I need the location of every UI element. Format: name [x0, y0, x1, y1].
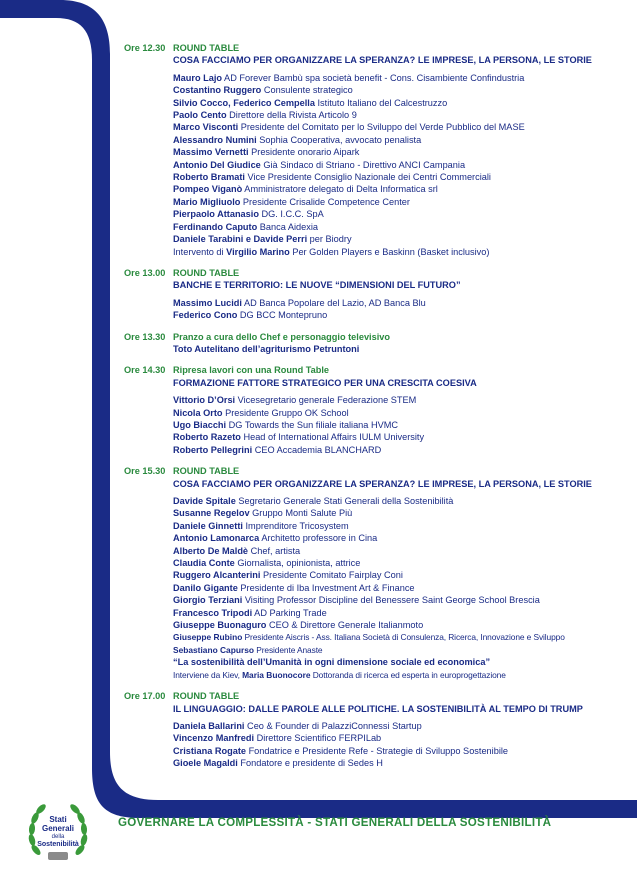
speaker-name: Claudia Conte	[173, 558, 235, 569]
speaker-name: Alberto De Maldè	[173, 545, 249, 556]
speaker-name: Roberto Bramati	[173, 172, 245, 183]
logo-line-4: Sostenibilità	[37, 841, 79, 848]
speaker-name: Marco Visconti	[173, 122, 239, 133]
speaker-line	[173, 297, 629, 309]
speaker-line	[173, 233, 629, 245]
session-body	[173, 267, 629, 322]
speaker-prefix: Interviene da Kiev,	[173, 669, 243, 680]
speaker-line	[173, 532, 629, 544]
speaker-name: Pierpaolo Attanasio	[173, 209, 259, 220]
session-title: COSA FACCIAMO PER ORGANIZZARE LA SPERANZA? LE IMPRESE, LA PERSONA, LE STORIE	[173, 478, 592, 489]
footer-slogan: GOVERNARE LA COMPLESSITÀ - STATI GENERALI DELLA SOSTENIBILITÀ	[118, 816, 552, 829]
session-title: COSA FACCIAMO PER ORGANIZZARE LA SPERANZA? LE IMPRESE, LA PERSONA, LE STORIE	[173, 55, 592, 66]
speaker-role: Vicesegretario generale Federazione STEM	[235, 395, 417, 406]
session-heading: ROUND TABLE	[173, 691, 240, 702]
speaker-role: Ceo & Founder di PalazziConnessi Startup	[244, 720, 422, 731]
speaker-role: AD Forever Bambù spa società benefit - Cons. Cisambiente Confindustria	[222, 72, 525, 83]
speaker-line	[173, 495, 629, 507]
session-time: Ore 15.30	[124, 466, 166, 477]
program-content	[124, 42, 629, 779]
speaker-role: Vice Presidente Consiglio Nazionale dei Centri Commerciali	[244, 172, 491, 183]
speaker-name: Federico Cono	[173, 310, 238, 321]
speaker-line	[173, 444, 629, 456]
session-body	[173, 690, 629, 769]
speaker-role: Presidente onorario Aipark	[248, 147, 360, 158]
speaker-line	[173, 545, 629, 557]
speaker-role: Segretario Generale Stati Generali della Sostenibilità	[235, 496, 454, 506]
stati-generali-logo	[26, 800, 90, 864]
speaker-role: Dottoranda di ricerca ed esperta in europrogettazione	[310, 669, 506, 680]
speaker-role: Presidente di Iba Investment Art & Finance	[237, 582, 415, 593]
speaker-role: Istituto Italiano del Calcestruzzo	[314, 97, 448, 108]
speaker-role: Head of International Affairs IULM University	[240, 432, 425, 443]
speaker-line	[173, 669, 629, 681]
speaker-role: Gruppo Monti Salute Più	[249, 508, 353, 519]
speaker-name: Cristiana Rogate	[173, 745, 247, 756]
session-title: FORMAZIONE FATTORE STRATEGICO PER UNA CRESCITA COESIVA	[173, 377, 477, 388]
speaker-line	[173, 644, 629, 656]
speaker-name: Giuseppe Buonaguro	[173, 620, 267, 631]
speaker-name: Toto Autelitano dell’agriturismo Petruntoni	[173, 343, 360, 354]
logo-line-1: Stati	[49, 815, 67, 824]
speaker-role: per Biodry	[307, 234, 352, 245]
speaker-name: Antonio Lamonarca	[173, 533, 260, 544]
agenda-session	[124, 331, 629, 356]
speaker-line	[173, 196, 629, 208]
speaker-name: Vittorio D’Orsi	[173, 395, 236, 406]
speaker-name: Davide Spitale	[173, 496, 236, 506]
session-heading: Ripresa lavori con una Round Table	[173, 365, 330, 376]
speaker-line	[173, 720, 629, 732]
speaker-role: Imprenditore Tricosystem	[242, 520, 349, 531]
speaker-line	[173, 394, 629, 406]
session-time: Ore 13.00	[124, 267, 166, 278]
speaker-line	[173, 569, 629, 581]
agenda-session	[124, 267, 629, 322]
speaker-role: Direttore Scientifico FERPILab	[254, 733, 382, 744]
speaker-name: Massimo Vernetti	[173, 147, 249, 158]
agenda-session	[124, 465, 629, 681]
speaker-name: Sebastiano Capurso	[173, 644, 254, 655]
speaker-role: Visiting Professor Discipline del Benessere Saint George School Brescia	[242, 595, 540, 606]
speaker-name: Francesco Tripodi	[173, 607, 253, 618]
speaker-line	[173, 343, 629, 355]
speaker-role: Presidente Crisalide Competence Center	[240, 196, 410, 207]
speaker-role: Banca Aidexia	[257, 221, 319, 232]
speaker-name: Nicola Orto	[173, 407, 223, 418]
speaker-name: Virgilio Marino	[226, 246, 290, 257]
speaker-name: Ugo Biacchi	[173, 419, 227, 430]
session-heading: ROUND TABLE	[173, 267, 240, 278]
logo-line-3: della	[51, 834, 65, 840]
speaker-role: Direttore della Rivista Articolo 9	[226, 110, 357, 121]
speaker-name: Silvio Cocco, Federico Cempella	[173, 97, 315, 108]
speaker-role: Presidente del Comitato per lo Sviluppo del Verde Pubblico del MASE	[238, 122, 525, 133]
logo-badge-icon	[48, 852, 68, 860]
speaker-name: Daniele Ginnetti	[173, 520, 243, 531]
speaker-name: Massimo Lucidi	[173, 297, 242, 308]
speaker-line	[173, 594, 629, 606]
speaker-role: Fondatrice e Presidente Refe - Strategie di Sviluppo Sostenibile	[246, 745, 509, 756]
speaker-name: Roberto Pellegrini	[173, 444, 253, 455]
speaker-line	[173, 84, 629, 96]
session-time: Ore 13.30	[124, 331, 166, 342]
speaker-role: Consulente strategico	[261, 85, 353, 96]
speaker-line	[173, 582, 629, 594]
speaker-role: Chef, artista	[248, 545, 301, 556]
speaker-role: Giornalista, opinionista, attrice	[234, 558, 361, 569]
speaker-role: DG BCC Montepruno	[237, 310, 328, 321]
speaker-name: Maria Buonocore	[242, 669, 311, 680]
speaker-line	[173, 146, 629, 158]
speaker-line	[173, 419, 629, 431]
speaker-line	[173, 520, 629, 532]
session-time: Ore 17.00	[124, 691, 166, 702]
speaker-line	[173, 134, 629, 146]
speaker-role: Amministratore delegato di Delta Informatica srl	[242, 184, 438, 195]
speaker-line	[173, 745, 629, 757]
agenda-session	[124, 690, 629, 769]
speaker-line	[173, 159, 629, 171]
speaker-role: Presidente Gruppo OK School	[222, 407, 349, 418]
speaker-role: AD Banca Popolare del Lazio, AD Banca Blu	[241, 297, 426, 308]
speaker-name: Antonio Del Giudice	[173, 159, 261, 170]
session-quote: “La sostenibilità dell’Umanità in ogni dimensione sociale ed economica”	[173, 657, 491, 668]
speaker-role: Presidente Anaste	[253, 644, 323, 655]
speaker-name: Pompeo Viganò	[173, 184, 243, 195]
speaker-name: Gioele Magaldi	[173, 758, 238, 769]
speaker-role: Architetto professore in Cina	[259, 533, 378, 544]
speaker-role: DG Towards the Sun filiale italiana HVMC	[226, 419, 399, 430]
speaker-name: Ferdinando Caputo	[173, 221, 258, 232]
speaker-line	[173, 246, 629, 258]
session-time: Ore 12.30	[124, 43, 166, 53]
speaker-name: Giuseppe Rubino	[173, 632, 243, 643]
session-heading: ROUND TABLE	[173, 43, 240, 53]
speaker-line	[173, 109, 629, 121]
session-heading: ROUND TABLE	[173, 466, 240, 477]
session-body	[173, 364, 629, 456]
speaker-role: Presidente Aiscris - Ass. Italiana Società di Consulenza, Ricerca, Innovazione e Sviluppo	[242, 632, 565, 643]
session-time: Ore 14.30	[124, 365, 166, 376]
speaker-line	[173, 619, 629, 631]
speaker-name: Paolo Cento	[173, 110, 227, 121]
speaker-role: CEO Accademia BLANCHARD	[252, 444, 382, 455]
speaker-role: Fondatore e presidente di Sedes H	[237, 758, 383, 769]
speaker-name: Ruggero Alcanterini	[173, 570, 261, 581]
speaker-name: Danilo Gigante	[173, 582, 238, 593]
speaker-name: Vincenzo Manfredi	[173, 733, 255, 744]
speaker-name: Daniela Ballarini	[173, 720, 245, 731]
speaker-role: Sophia Cooperativa, avvocato penalista	[256, 134, 422, 145]
speaker-line	[173, 557, 629, 569]
session-body	[173, 465, 629, 681]
speaker-line	[173, 97, 629, 109]
logo-line-2: Generali	[41, 824, 75, 833]
speaker-line	[173, 72, 629, 84]
speaker-line	[173, 607, 629, 619]
speaker-line	[173, 121, 629, 133]
session-title: BANCHE E TERRITORIO: LE NUOVE “DIMENSIONI DEL FUTURO”	[173, 280, 461, 291]
speaker-name: Alessandro Numini	[173, 134, 257, 145]
speaker-line	[173, 431, 629, 443]
session-heading: Pranzo a cura dello Chef e personaggio televisivo	[173, 331, 390, 342]
speaker-line	[173, 732, 629, 744]
speaker-name: Daniele Tarabini e Davide Perri	[173, 234, 308, 245]
speaker-name: Susanne Regelov	[173, 508, 250, 519]
speaker-line	[173, 757, 629, 769]
speaker-line	[173, 407, 629, 419]
speaker-role: CEO & Direttore Generale Italianmoto	[266, 620, 424, 631]
speaker-name: Giorgio Terziani	[173, 595, 243, 606]
speaker-name: Roberto Razeto	[173, 432, 241, 443]
speaker-line	[173, 183, 629, 195]
speaker-role: Già Sindaco di Striano - Direttivo ANCI Campania	[260, 159, 466, 170]
session-body	[173, 331, 629, 356]
speaker-line	[173, 309, 629, 321]
speaker-role: Presidente Comitato Fairplay Coni	[260, 570, 403, 581]
speaker-line	[173, 208, 629, 220]
agenda-session	[124, 42, 629, 258]
agenda-session	[124, 364, 629, 456]
speaker-line	[173, 631, 629, 643]
speaker-role: AD Parking Trade	[252, 607, 327, 618]
session-title: IL LINGUAGGIO: DALLE PAROLE ALLE POLITICHE. LA SOSTENIBILITÀ AL TEMPO DI TRUMP	[173, 703, 583, 714]
speaker-role: DG. I.C.C. SpA	[258, 209, 324, 220]
speaker-name: Costantino Ruggero	[173, 85, 262, 96]
speaker-line	[173, 221, 629, 233]
speaker-role: Per Golden Players e Baskinn (Basket inclusivo)	[289, 246, 490, 257]
session-body	[173, 42, 629, 258]
speaker-line	[173, 507, 629, 519]
speaker-line	[173, 171, 629, 183]
speaker-prefix: Intervento di	[173, 246, 227, 257]
speaker-name: Mario Migliuolo	[173, 196, 241, 207]
speaker-name: Mauro Lajo	[173, 72, 223, 83]
